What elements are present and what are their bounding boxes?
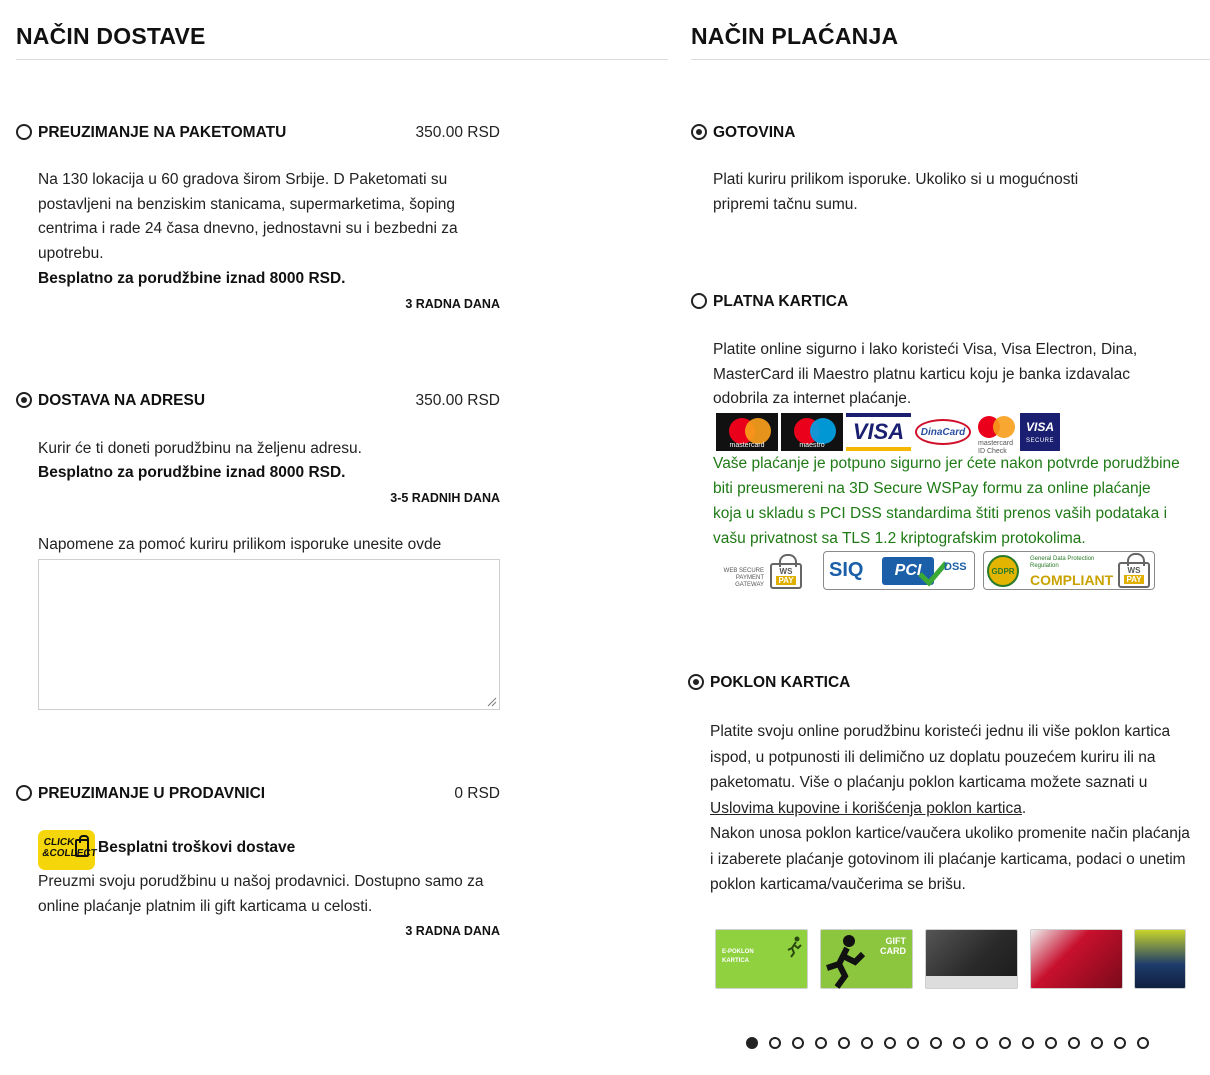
carousel-dot-5[interactable] bbox=[838, 1037, 850, 1049]
carousel-dot-17[interactable] bbox=[1114, 1037, 1126, 1049]
carousel-dot-11[interactable] bbox=[976, 1037, 988, 1049]
gift-card-warning: Nakon unosa poklon kartice/vaučera ukoliko promenite način plaćanja i izaberete plaćanje gotovinom ili plaćanje karticama, podaci o unetim poklon karticama/vaučerima se brišu. bbox=[710, 825, 1190, 893]
radio-parcel-locker[interactable] bbox=[16, 124, 32, 140]
option-title-home-delivery[interactable]: DOSTAVA NA ADRESU bbox=[38, 392, 206, 409]
free-shipping-label: Besplatni troškovi dostave bbox=[98, 839, 296, 856]
mastercard-orange-circle bbox=[745, 418, 771, 444]
shopping-bag-icon bbox=[75, 839, 89, 857]
gdpr-seal-icon bbox=[987, 555, 1019, 587]
carousel-dot-8[interactable] bbox=[907, 1037, 919, 1049]
free-note-home-delivery: Besplatno za porudžbine iznad 8000 RSD. bbox=[38, 464, 346, 481]
gift-card-image-4[interactable] bbox=[1030, 929, 1123, 989]
gift-card-2-label: GIFT CARD bbox=[880, 936, 906, 956]
option-title-card[interactable]: PLATNA KARTICA bbox=[713, 293, 849, 310]
carousel-dot-14[interactable] bbox=[1045, 1037, 1057, 1049]
carousel-dot-3[interactable] bbox=[792, 1037, 804, 1049]
mastercard-id-check-logo bbox=[976, 413, 1018, 455]
pay-label: PAY bbox=[778, 576, 794, 585]
gift-card-image-3[interactable] bbox=[925, 929, 1018, 989]
gdpr-seal-text: GDPR bbox=[991, 566, 1015, 576]
ws-gateway-text: WEB SECURE PAYMENT GATEWAY bbox=[723, 568, 764, 588]
gift-card-image-2[interactable] bbox=[820, 929, 913, 989]
gift-card-image-1[interactable] bbox=[715, 929, 808, 989]
courier-notes-textarea[interactable] bbox=[38, 559, 500, 710]
radio-cash[interactable] bbox=[691, 124, 707, 140]
wspay-lock-icon-2 bbox=[1118, 562, 1150, 588]
mastercard-logo bbox=[716, 413, 778, 451]
carousel-dot-15[interactable] bbox=[1068, 1037, 1080, 1049]
dinacard-logo bbox=[912, 413, 974, 451]
gdpr-small-text: General Data Protection Regulation bbox=[1030, 556, 1095, 569]
description-home-delivery: Kurir će ti doneti porudžbinu na željenu adresu. bbox=[38, 440, 362, 457]
courier-notes-label: Napomene za pomoć kuriru prilikom isporuke unesite ovde bbox=[38, 536, 442, 553]
radio-card[interactable] bbox=[691, 293, 707, 309]
maestro-blue-circle bbox=[810, 418, 836, 444]
carousel-dot-9[interactable] bbox=[930, 1037, 942, 1049]
id-check-label: mastercard ID Check bbox=[978, 440, 1014, 455]
carousel-dot-2[interactable] bbox=[769, 1037, 781, 1049]
option-title-store-pickup[interactable]: PREUZIMANJE U PRODAVNICI bbox=[38, 785, 266, 802]
carousel-dot-10[interactable] bbox=[953, 1037, 965, 1049]
free-note-parcel-locker: Besplatno za porudžbine iznad 8000 RSD. bbox=[38, 270, 346, 287]
price-home-delivery: 350.00 RSD bbox=[415, 392, 500, 409]
id-check-orange-circle bbox=[993, 416, 1015, 438]
description-store-pickup: Preuzmi svoju porudžbinu u našoj prodavnici. Dostupno samo za online plaćanje platnim ili gift karticama u celosti. bbox=[38, 873, 484, 915]
ws-label-2: WS bbox=[1127, 566, 1141, 575]
gift-card-image-5[interactable] bbox=[1134, 929, 1186, 989]
dss-text: DSS bbox=[944, 561, 967, 573]
shipping-title-divider bbox=[16, 59, 668, 60]
carousel-dot-13[interactable] bbox=[1022, 1037, 1034, 1049]
gift-text-after-link: . bbox=[1021, 799, 1027, 817]
wspay-lock-icon bbox=[770, 563, 802, 589]
price-parcel-locker: 350.00 RSD bbox=[415, 124, 500, 141]
description-parcel-locker: Na 130 lokacija u 60 gradova širom Srbije. D Paketomati su postavljeni na benziskim stanicama, supermarketima, šoping centrima i rade 24 časa dnevno, jednostavni su i bezbedni za upotrebu. bbox=[38, 171, 458, 262]
siq-pci-badge bbox=[823, 551, 975, 590]
description-card: Platite online sigurno i lako koristeći Visa, Visa Electron, Dina, MasterCard ili Maestro platnu karticu koju je banka izdavalac odobrila za internet plaćanje. bbox=[713, 341, 1138, 407]
maestro-logo bbox=[781, 413, 843, 451]
carousel-dot-12[interactable] bbox=[999, 1037, 1011, 1049]
gift-text-before-link: Platite svoju online porudžbinu koristeći jednu ili više poklon kartica ispod, u potpunosti ili delimično uz doplatu pouzećem kuriru ili na paketomatu. Više o plaćanju poklon karticama možete saznati u bbox=[710, 723, 1171, 791]
description-gift-card bbox=[710, 719, 1190, 821]
option-title-parcel-locker[interactable]: PREUZIMANJE NA PAKETOMATU bbox=[38, 124, 287, 141]
option-title-gift-card[interactable]: POKLON KARTICA bbox=[710, 674, 851, 691]
visa-logo: VISA bbox=[846, 413, 911, 451]
radio-store-pickup[interactable] bbox=[16, 785, 32, 801]
runner-icon bbox=[786, 936, 804, 958]
pci-text: PCI bbox=[894, 562, 922, 579]
visa-secure-wordmark: VISA bbox=[1025, 420, 1054, 434]
carousel-dot-18[interactable] bbox=[1137, 1037, 1149, 1049]
radio-home-delivery[interactable] bbox=[16, 392, 32, 408]
delivery-time-parcel-locker: 3 RADNA DANA bbox=[405, 297, 500, 311]
gift-card-carousel-dots bbox=[746, 1037, 1149, 1049]
security-notice: Vaše plaćanje je potpuno sigurno jer ćete nakon potvrde porudžbine biti preusmereni na 3D Secure WSPay formu za online plaćanje koja u skladu s PCI DSS standardima štiti prenos vaših podataka i vašu privatnost sa TLS 1.2 kriptografskim protokolima. bbox=[713, 455, 1180, 547]
siq-text: SIQ bbox=[829, 559, 864, 581]
compliant-text: COMPLIANT bbox=[1030, 572, 1114, 588]
resize-grip-icon[interactable] bbox=[487, 697, 497, 707]
click-collect-text: CLICK &COLLECT bbox=[41, 837, 98, 859]
carousel-dot-4[interactable] bbox=[815, 1037, 827, 1049]
carousel-dot-6[interactable] bbox=[861, 1037, 873, 1049]
gift-card-terms-link[interactable]: Uslovima kupovine i korišćenja poklon kartica bbox=[710, 799, 1022, 817]
visa-secure-logo bbox=[1020, 413, 1060, 451]
gdpr-badge bbox=[983, 551, 1155, 590]
gift-card-3-strip bbox=[926, 976, 1017, 988]
visa-secure-caption: SECURE bbox=[1025, 438, 1054, 444]
dinacard-ellipse: DinaCard bbox=[915, 419, 971, 445]
delivery-time-home-delivery: 3-5 RADNIH DANA bbox=[390, 491, 500, 505]
carousel-dot-7[interactable] bbox=[884, 1037, 896, 1049]
carousel-dot-16[interactable] bbox=[1091, 1037, 1103, 1049]
option-title-cash[interactable]: GOTOVINA bbox=[713, 124, 796, 141]
pay-label-2: PAY bbox=[1126, 575, 1142, 584]
delivery-time-store-pickup: 3 RADNA DANA bbox=[405, 924, 500, 938]
carousel-dot-1[interactable] bbox=[746, 1037, 758, 1049]
description-cash: Plati kuriru prilikom isporuke. Ukoliko si u mogućnosti pripremi tačnu sumu. bbox=[713, 171, 1079, 213]
price-store-pickup: 0 RSD bbox=[454, 785, 500, 802]
ws-label: WS bbox=[779, 567, 793, 576]
runner-silhouette-icon bbox=[823, 934, 868, 989]
mastercard-label: mastercard bbox=[729, 442, 765, 449]
shipping-title: NAČIN DOSTAVE bbox=[16, 23, 206, 49]
gift-card-1-label: E-POKLON KARTICA bbox=[722, 949, 754, 964]
maestro-label: maestro bbox=[799, 442, 825, 449]
payment-title: NAČIN PLAĆANJA bbox=[691, 23, 899, 49]
click-collect-logo bbox=[38, 830, 98, 870]
radio-gift-card[interactable] bbox=[688, 674, 704, 690]
payment-title-divider bbox=[691, 59, 1210, 60]
